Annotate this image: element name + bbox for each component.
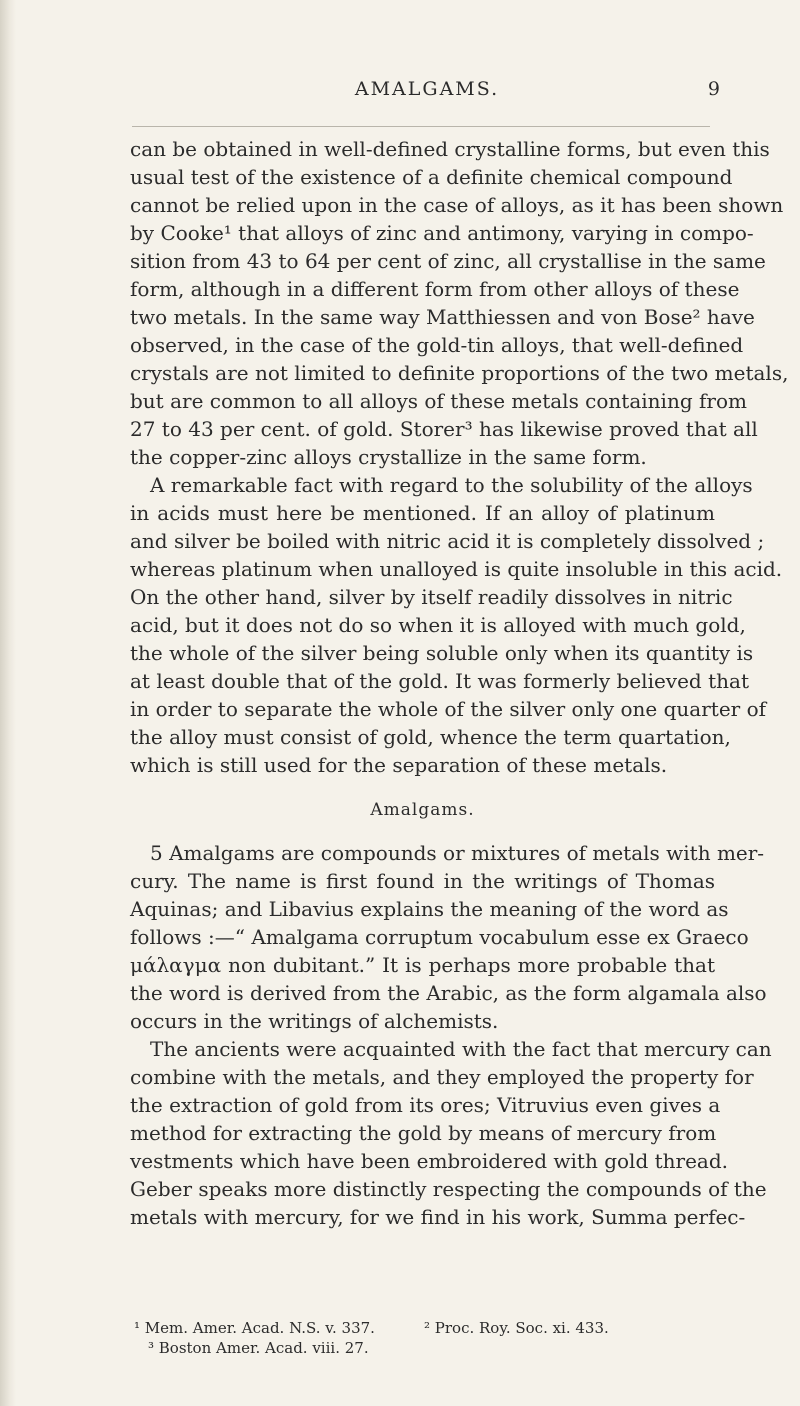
text-line: but are common to all alloys of these metals containing from — [130, 389, 747, 413]
text-line: the copper-zinc alloys crystallize in the same form. — [130, 445, 647, 469]
section-heading: Amalgams. — [370, 800, 475, 820]
text-line: follows :—“ Amalgama corruptum vocabulum esse ex Graeco — [130, 925, 749, 949]
page-number: 9 — [707, 78, 720, 100]
text-line: On the other hand, silver by itself readily dissolves in nitric — [130, 585, 733, 609]
running-head: AMALGAMS. — [354, 78, 500, 100]
text-line: the alloy must consist of gold, whence the term quartation, — [130, 725, 731, 749]
text-line: combine with the metals, and they employed the property for — [130, 1065, 754, 1089]
text-line: occurs in the writings of alchemists. — [130, 1009, 499, 1033]
page-header — [134, 78, 720, 108]
text-line: whereas platinum when unalloyed is quite insoluble in this acid. — [130, 557, 783, 581]
footnote-2: ² Proc. Roy. Soc. xi. 433. — [424, 1319, 609, 1337]
text-line: Aquinas; and Libavius explains the meaning of the word as — [130, 897, 729, 921]
text-line: μάλαγμα non dubitant.” It is perhaps more probable that — [130, 953, 715, 977]
text-line: cury. The name is first found in the writings of Thomas — [130, 869, 715, 893]
text-line: sition from 43 to 64 per cent of zinc, all crystallise in the same — [130, 249, 766, 273]
text-line: method for extracting the gold by means of mercury from — [130, 1121, 717, 1145]
text-line: by Cooke¹ that alloys of zinc and antimony, varying in compo- — [130, 221, 754, 245]
text-line: and silver be boiled with nitric acid it is completely dissolved ; — [130, 529, 765, 553]
text-line: Geber speaks more distinctly respecting the compounds of the — [130, 1177, 767, 1201]
header-rule — [132, 126, 710, 127]
text-line: metals with mercury, for we find in his work, Summa perfec- — [130, 1205, 746, 1229]
text-line: crystals are not limited to definite proportions of the two metals, — [130, 361, 789, 385]
text-line: the whole of the silver being soluble only when its quantity is — [130, 641, 754, 665]
text-line: A remarkable fact with regard to the solubility of the alloys — [150, 473, 753, 497]
text-line: in order to separate the whole of the silver only one quarter of — [130, 697, 767, 721]
footnote-row — [134, 1338, 714, 1358]
text-line: 27 to 43 per cent. of gold. Storer³ has likewise proved that all — [130, 417, 758, 441]
text-line: acid, but it does not do so when it is alloyed with much gold, — [130, 613, 746, 637]
text-line: observed, in the case of the gold-tin alloys, that well-defined — [130, 333, 744, 357]
text-line: the extraction of gold from its ores; Vitruvius even gives a — [130, 1093, 721, 1117]
text-line: the word is derived from the Arabic, as the form algamala also — [130, 981, 767, 1005]
footnote-3: ³ Boston Amer. Acad. viii. 27. — [148, 1339, 369, 1357]
text-line: vestments which have been embroidered with gold thread. — [130, 1149, 729, 1173]
text-line: in acids must here be mentioned. If an alloy of platinum — [130, 501, 715, 525]
footnotes — [134, 1318, 714, 1358]
footnote-1: ¹ Mem. Amer. Acad. N.S. v. 337. — [134, 1319, 375, 1337]
text-line: form, although in a different form from other alloys of these — [130, 277, 740, 301]
text-line: cannot be relied upon in the case of alloys, as it has been shown — [130, 193, 784, 217]
text-line: can be obtained in well-defined crystalline forms, but even this — [130, 137, 770, 161]
text-line: The ancients were acquainted with the fact that mercury can — [150, 1037, 772, 1061]
text-line: two metals. In the same way Matthiessen and von Bose² have — [130, 305, 755, 329]
page-gutter — [0, 0, 16, 1406]
text-line: usual test of the existence of a definite chemical compound — [130, 165, 733, 189]
footnote-row — [134, 1318, 714, 1338]
text-line: at least double that of the gold. It was formerly believed that — [130, 669, 749, 693]
text-line: which is still used for the separation of these metals. — [130, 753, 668, 777]
text-line: 5 Amalgams are compounds or mixtures of metals with mer- — [150, 841, 765, 865]
body-text — [130, 135, 789, 1231]
